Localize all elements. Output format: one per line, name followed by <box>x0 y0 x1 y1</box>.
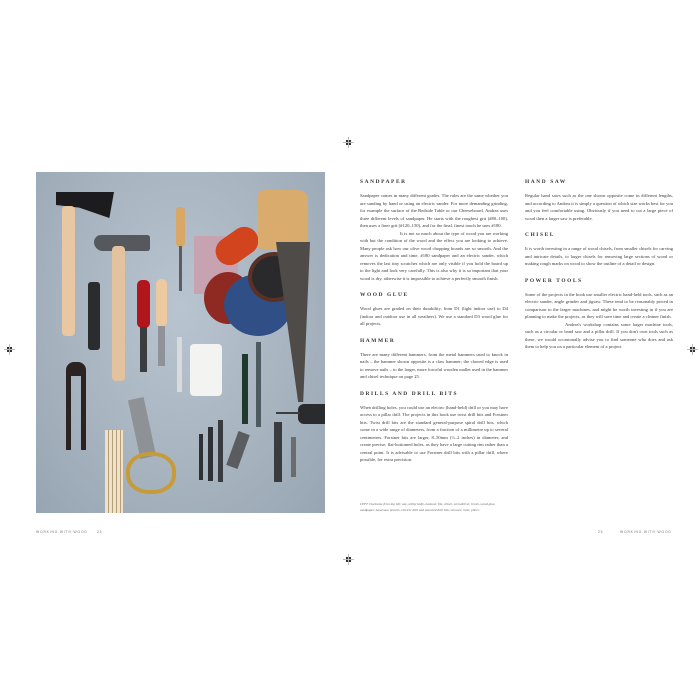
text-column-right <box>525 178 673 360</box>
pincers <box>66 362 86 450</box>
wood-chisel-handle <box>156 279 167 327</box>
screwdriver-shaft <box>179 246 182 291</box>
tools-photo <box>36 172 325 513</box>
heading-power-tools: POWER TOOLS <box>525 277 583 284</box>
heading-hand-saw: HAND SAW <box>525 179 567 185</box>
paragraph: Sandpaper comes in many different grades. The rules are the same whether you are sanding by hand or using an electric sander. For more demanding grinding, for example the surface of the Bedside Table or our Cheeseboard, Andrea uses three different levels of sandpaper. He starts with the roughest grit (#80–100), then uses a finer grit (#120–150), and for the final, finest touch he uses #180. <box>360 193 508 228</box>
wood-chisel-blade <box>158 326 165 366</box>
paragraph: When drilling holes, you could use an electric (hand-held) drill or you may have access to a pillar drill. The projects in this book use twist drill bits and Forstner bits. Twist drill bits are the standard general-purpose spiral drill bits, which come in a wide range of diameters, from a fraction of a millimetre up to several centimetres. Forstner bits are larger, 8–50mm (⅓–2 inches) in diameter, and create precise, flat-bottomed holes, as they have a large cutting rim rather than a central point. It is advisable to use Forstner drill bits with a pillar drill, where possible, for extra precision. <box>360 404 508 462</box>
paragraph: Some of the projects in the book use smaller electric hand-held tools, such as an electric sander, angle grinder and jigsaw. These tend to be reasonably priced in comparison to the larger machines, and might be worth investing in if you are planning to make the projects, as they will save time and create a cleaner finish. <box>525 291 673 319</box>
heading-drills: DRILLS AND DRILL BITS <box>360 390 459 397</box>
section-power-tools <box>525 277 673 351</box>
pencil-grey <box>256 342 261 427</box>
brush <box>177 337 182 392</box>
paragraph: It is worth investing in a range of wood chisels, from smaller chisels for carving and intricate details, to larger chisels for removing large sections of wood or making rough marks on wood to show the outline of a detail or design. <box>525 246 673 266</box>
page-number-left: 24 <box>97 530 103 534</box>
heading-sandpaper: SANDPAPER <box>360 179 407 185</box>
text-column-left <box>360 178 508 473</box>
paragraph: Wood glues are graded on their durability, from D1 (light indoor use) to D4 (indoor and outdoor use in all weathers). We use a standard D3 wood glue for all projects. <box>360 306 508 326</box>
drill-bit-inserted <box>276 412 300 414</box>
drill-bit-2 <box>208 427 213 481</box>
hand-saw-handle <box>258 190 308 250</box>
red-chisel-handle <box>137 280 150 328</box>
registration-mark-left <box>7 347 12 352</box>
page-number-right: 25 <box>598 530 604 534</box>
paragraph: There are many different hammers, from the metal hammers used to knock in nails – the hammer shown opposite is a claw hammer; the clawed edge is used to remove nails – to the larger, more forceful wooden mallet used in the hammer and chisel technique on page 25. <box>360 351 508 379</box>
paragraph: Andrea's workshop contains some larger machine tools, such as a circular or band saw and a pillar drill. If you don't own tools such as these, we would occasionally advise you to find someone who does and ask them to help you on a particular element of a project. <box>525 321 673 349</box>
utility-knife <box>88 282 100 350</box>
section-drills <box>360 390 508 464</box>
section-sandpaper <box>360 178 508 282</box>
red-chisel-blade <box>140 327 147 372</box>
drill-bit-small <box>291 437 296 477</box>
running-head-right: WORKING WITH WOOD <box>620 530 672 534</box>
electric-drill <box>298 404 325 424</box>
heading-wood-glue: WOOD GLUE <box>360 292 409 298</box>
scissors-handle <box>126 452 176 494</box>
scissors-blade <box>128 397 156 459</box>
section-hand-saw <box>525 178 673 222</box>
pencil-green <box>242 354 248 424</box>
hammer-handle <box>112 246 125 381</box>
drill-bit-large <box>274 422 282 482</box>
screwdriver <box>176 207 185 247</box>
registration-mark-bottom <box>346 557 351 562</box>
axe-handle <box>62 206 75 336</box>
section-hammer <box>360 337 508 381</box>
paragraph: It is not so much about the type of wood you are working with but the condition of the wood and the effect you are looking to achieve. Many people ask how our olive wood chopping boards are so smooth. And the answer is dedication and time, #180 sandpaper and an electric sander, which removes the last tiny scratches which are only visible if you hold the board up to the light and look very carefully. This is also why it is so important that your wood is dry, otherwise it is impossible to achieve a perfectly smooth finish. <box>360 230 508 281</box>
wood-glue-jar <box>190 344 222 396</box>
folding-rule <box>105 430 123 513</box>
heading-chisel: CHISEL <box>525 232 555 238</box>
photo-caption: LEFT Clockwise from top left: axe, utility knife, hammer, file, chisel, screwdriver, brush, wood glue, sandpaper, hand saw, pencils, electric drill and assorted drill bits, scissors, ruler, pliers. <box>360 502 496 512</box>
section-chisel <box>525 231 673 268</box>
drill-bit-3 <box>218 420 223 482</box>
section-wood-glue <box>360 291 508 328</box>
drill-bit-1 <box>199 434 203 480</box>
running-head-left: WORKING WITH WOOD <box>36 530 88 534</box>
heading-hammer: HAMMER <box>360 337 396 344</box>
registration-mark-top <box>346 140 351 145</box>
registration-mark-right <box>690 347 695 352</box>
paragraph: Regular hand saws such as the one shown opposite come in different lengths, and according to Andrea it is simply a question of which size works best for you and you feel comfortable using. Obviously if you need to cut a large piece of wood then a larger saw is preferable. <box>525 193 673 221</box>
forstner-bit <box>226 431 250 469</box>
